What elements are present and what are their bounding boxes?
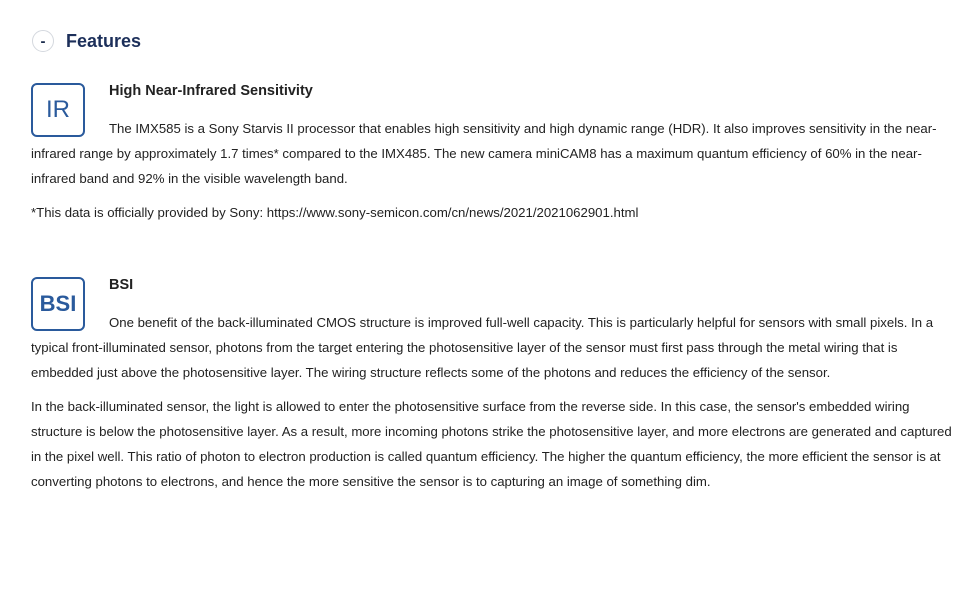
feature-title: High Near-Infrared Sensitivity: [109, 83, 313, 99]
feature-footnote: *This data is officially provided by Sony: https://www.sony-semicon.com/cn/news/2021/2021062901.html: [31, 205, 639, 220]
feature-bsi: [31, 276, 953, 494]
ir-icon: IR: [31, 83, 85, 137]
section-title: Features: [66, 30, 142, 51]
features-header[interactable]: [32, 28, 141, 54]
feature-ir: [31, 82, 953, 225]
feature-description: One benefit of the back-illuminated CMOS structure is improved full-well capacity. This is particularly helpful for sensors with small pixels. In a typical front-illuminated sensor, photons from the target entering the photosensitive layer of the sensor must first pass through the metal wiring that is embedded just above the photosensitive layer. The wiring structure reflects some of the photons and reduces the efficiency of the sensor.: [31, 315, 934, 380]
feature-description: The IMX585 is a Sony Starvis II processor that enables high sensitivity and high dynamic range (HDR). It also improves sensitivity in the near-infrared range by approximately 1.7 times* compared to the IMX485. The new camera miniCAM8 has a maximum quantum efficiency of 60% in the near-infrared band and 92% in the visible wavelength band.: [31, 121, 937, 186]
feature-description: In the back-illuminated sensor, the light is allowed to enter the photosensitive surface from the reverse side. In this case, the sensor's embedded wiring structure is below the photosensitive layer. As a result, more incoming photons strike the photosensitive layer, and more electrons are generated and captured in the pixel well. This ratio of photon to electron production is called quantum efficiency. The higher the quantum efficiency, the more efficient the sensor is at converting photons to electrons, and hence the more sensitive the sensor is to capturing an image of something dim.: [31, 399, 952, 489]
collapse-toggle-icon[interactable]: -: [32, 30, 54, 52]
bsi-icon: BSI: [31, 277, 85, 331]
feature-title: BSI: [109, 277, 134, 293]
